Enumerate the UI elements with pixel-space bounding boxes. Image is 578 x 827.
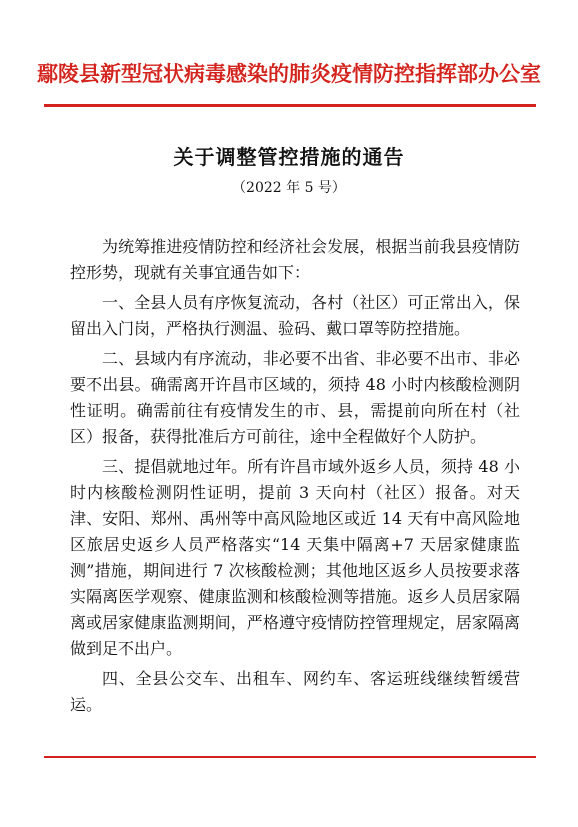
red-divider-top xyxy=(44,104,536,107)
document-number: （2022 年 5 号） xyxy=(232,180,346,196)
item-4-paragraph: 四、全县公交车、出租车、网约车、客运班线继续暂缓营运。 xyxy=(70,669,520,714)
item-3-paragraph: 三、提倡就地过年。所有许昌市域外返乡人员，须持 48 小时内核酸检测阴性证明，提前 3 天向村（社区）报备。对天津、安阳、郑州、禹州等中高风险地区或近 14 天有中高风险地区旅居史返乡人员严格落实“14 天集中隔离+7 天居家健康监测”措施，期间进行 7 次核酸检测；其他地区返乡人员按要求落实隔离医学观察、健康监测和核酸检测等措施。返乡人员居家隔离或居家健康监测期间，严格遵守疫情防控管理规定，居家隔离做到足不出户。 xyxy=(70,457,520,658)
document-body xyxy=(70,234,520,722)
issuing-organization-header: 鄢陵县新型冠状病毒感染的肺炎疫情防控指挥部办公室 xyxy=(37,61,541,86)
document-title: 关于调整管控措施的通告 xyxy=(173,145,405,169)
red-divider-bottom xyxy=(44,756,536,758)
item-2-paragraph: 二、县域内有序流动，非必要不出省、非必要不出市、非必要不出县。确需离开许昌市区域的，须持 48 小时内核酸检测阴性证明。确需前往有疫情发生的市、县，需提前向所在村（社区）报备，获得批准后方可前往，途中全程做好个人防护。 xyxy=(70,349,520,446)
intro-paragraph: 为统筹推进疫情防控和经济社会发展，根据当前我县疫情防控形势，现就有关事宜通告如下： xyxy=(70,237,520,282)
item-1-paragraph: 一、全县人员有序恢复流动，各村（社区）可正常出入，保留出入门岗，严格执行测温、验码、戴口罩等防控措施。 xyxy=(70,293,520,338)
